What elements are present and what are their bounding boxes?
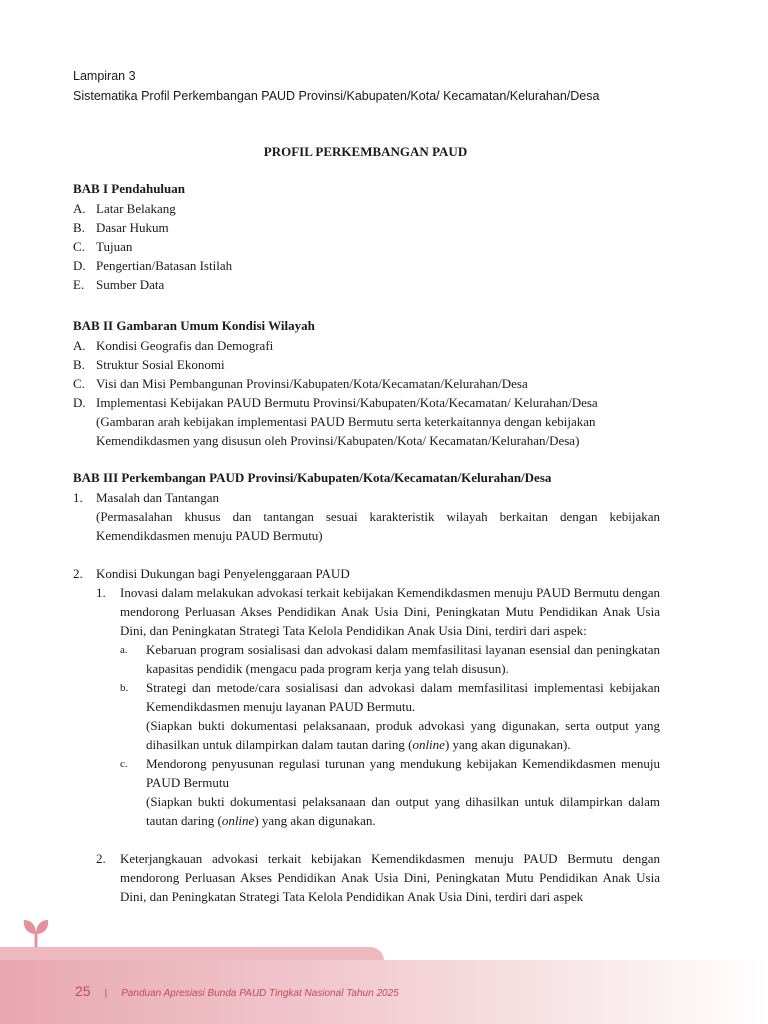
item-note: (Gambaran arah kebijakan implementasi PAUD Bermutu serta keterkaitannya dengan kebijakan Kemendikdasmen yang disusun oleh Provinsi/Kabupaten/Kota/ Kecamatan/Kelurahan/Desa) [96, 414, 596, 448]
footer [75, 983, 399, 999]
list-item: 1. Masalah dan Tantangan (Permasalahan khusus dan tantangan sesuai karakteristik wilayah berkaitan dengan kebijakan Kemendikdasmen menuju PAUD Bermutu) [73, 490, 660, 543]
list-item: A. Latar Belakang [73, 201, 176, 216]
list-item: C. Tujuan [73, 239, 133, 254]
document-title: PROFIL PERKEMBANGAN PAUD [263, 144, 468, 159]
list-item: B. Struktur Sosial Ekonomi [73, 357, 225, 372]
section-title: BAB III Perkembangan PAUD Provinsi/Kabupaten/Kota/Kecamatan/Kelurahan/Desa [73, 470, 552, 485]
item-note: (Siapkan bukti dokumentasi pelaksanaan dan output yang dihasilkan untuk dilampirkan dalam tautan daring (online) yang akan digunakan. [146, 794, 660, 828]
section-title: BAB II Gambaran Umum Kondisi Wilayah [73, 318, 315, 333]
list-item: A. Kondisi Geografis dan Demografi [73, 338, 274, 353]
sub-item: 2. Keterjangkauan advokasi terkait kebijakan Kemendikdasmen menuju PAUD Bermutu dengan mendorong Perluasan Akses Pendidikan Anak Usia Dini, Peningkatan Mutu Pendidikan Anak Usia Dini, dan Peningkatan Strategi Tata Kelola Pendidikan Anak Usia Dini, terdiri dari aspek [96, 851, 660, 904]
sub-item: 1. Inovasi dalam melakukan advokasi terkait kebijakan Kemendikdasmen menuju PAUD Bermutu dengan mendorong Perluasan Akses Pendidikan Anak Usia Dini, Peningkatan Mutu Pendidikan Anak Usia Dini, dan Peningkatan Strategi Tata Kelola Pendidikan Anak Usia Dini, terdiri dari aspek: a. Kebaruan program sosialisasi dan advokasi dalam memfasilitasi layanan esensial dan peningkatan kapasitas pendidik (mengacu pada program kerja yang telah disusun). b. Strategi dan metode/cara sosialisasi dan advokasi dalam memfasilitasi implementasi kebijakan Kemendikdasmen menuju layanan PAUD Bermutu. (Siapkan bukti dokumentasi pelaksanaan, produk advokasi yang digunakan, serta output yang dihasilkan untuk dilampirkan dalam tautan daring (online) yang akan digunakan). c. Mendorong penyusunan regulasi turunan yang mendukung kebijakan Kemendikdasmen menuju PAUD Bermutu (Siapkan bukti dokumentasi pelaksanaan dan output yang dihasilkan untuk dilampirkan dalam tautan daring (online) yang akan digunakan. [96, 585, 660, 828]
sub-sub-item: c. Mendorong penyusunan regulasi turunan yang mendukung kebijakan Kemendikdasmen menuju PAUD Bermutu (Siapkan bukti dokumentasi pelaksanaan dan output yang dihasilkan untuk dilampirkan dalam tautan daring (online) yang akan digunakan. [120, 756, 660, 828]
section-bab-3 [73, 468, 660, 906]
list-item: D. Pengertian/Batasan Istilah [73, 258, 233, 273]
sub-sub-item: a. Kebaruan program sosialisasi dan advokasi dalam memfasilitasi layanan esensial dan peningkatan kapasitas pendidik (mengacu pada program kerja yang telah disusun). [120, 642, 660, 676]
list-item: C. Visi dan Misi Pembangunan Provinsi/Kabupaten/Kota/Kecamatan/Kelurahan/Desa [73, 376, 528, 391]
section-title: BAB I Pendahuluan [73, 181, 185, 196]
page-number: 25 [75, 983, 91, 999]
list-item: 2. Kondisi Dukungan bagi Penyelenggaraan PAUD 1. Inovasi dalam melakukan advokasi terkait kebijakan Kemendikdasmen menuju PAUD Bermutu dengan mendorong Perluasan Akses Pendidikan Anak Usia Dini, Peningkatan Mutu Pendidikan Anak Usia Dini, dan Peningkatan Strategi Tata Kelola Pendidikan Anak Usia Dini, terdiri dari aspek: a. Kebaruan program sosialisasi dan advokasi dalam memfasilitasi layanan esensial dan peningkatan kapasitas pendidik (mengacu pada program kerja yang telah disusun). b. Strategi dan metode/cara sosialisasi dan advokasi dalam memfasilitasi implementasi kebijakan Kemendikdasmen menuju layanan PAUD Bermutu. (Siapkan bukti dokumentasi pelaksanaan, produk advokasi yang digunakan, serta output yang dihasilkan untuk dilampirkan dalam tautan daring (online) yang akan digunakan). c. Mendorong penyusunan regulasi turunan yang mendukung kebijakan Kemendikdasmen menuju PAUD Bermutu (Siapkan bukti dokumentasi pelaksanaan dan output yang dihasilkan untuk dilampirkan dalam tautan daring (online) yang akan digunakan. 2. Keterjangkauan advokasi terkait kebijakan Kemendikdasmen menuju PAUD Bermutu dengan mendorong Perluasan Akses Pendidikan Anak Usia Dini, Peningkatan Mutu Pendidikan Anak Usia Dini, dan Peningkatan Strategi Tata Kelola Pendidikan Anak Usia Dini, terdiri dari aspek [73, 566, 660, 904]
sub-sub-item: b. Strategi dan metode/cara sosialisasi dan advokasi dalam memfasilitasi implementasi kebijakan Kemendikdasmen menuju layanan PAUD Bermutu. (Siapkan bukti dokumentasi pelaksanaan, produk advokasi yang digunakan, serta output yang dihasilkan untuk dilampirkan dalam tautan daring (online) yang akan digunakan). [120, 680, 660, 752]
appendix-header [73, 66, 599, 106]
section-bab-1 [73, 179, 660, 294]
appendix-subtitle: Sistematika Profil Perkembangan PAUD Provinsi/Kabupaten/Kota/ Kecamatan/Kelurahan/Desa [73, 89, 600, 103]
list-item: E. Sumber Data [73, 277, 165, 292]
list-item: B. Dasar Hukum [73, 220, 169, 235]
footer-separator: | [104, 988, 108, 999]
list-item: D. Implementasi Kebijakan PAUD Bermutu Provinsi/Kabupaten/Kota/Kecamatan/ Kelurahan/Desa (Gambaran arah kebijakan implementasi PAUD Bermutu serta keterkaitannya dengan kebijakan Kemendikdasmen yang disusun oleh Provinsi/Kabupaten/Kota/ Kecamatan/Kelurahan/Desa) [73, 393, 660, 450]
footer-title: Panduan Apresiasi Bunda PAUD Tingkat Nasional Tahun 2025 [121, 988, 399, 999]
appendix-label: Lampiran 3 [73, 69, 136, 83]
section-bab-2 [73, 316, 660, 450]
item-note: (Permasalahan khusus dan tantangan sesuai karakteristik wilayah berkaitan dengan kebijakan Kemendikdasmen menuju PAUD Bermutu) [96, 509, 660, 543]
item-note: (Siapkan bukti dokumentasi pelaksanaan, produk advokasi yang digunakan, serta output yang dihasilkan untuk dilampirkan dalam tautan daring (online) yang akan digunakan). [146, 718, 660, 752]
